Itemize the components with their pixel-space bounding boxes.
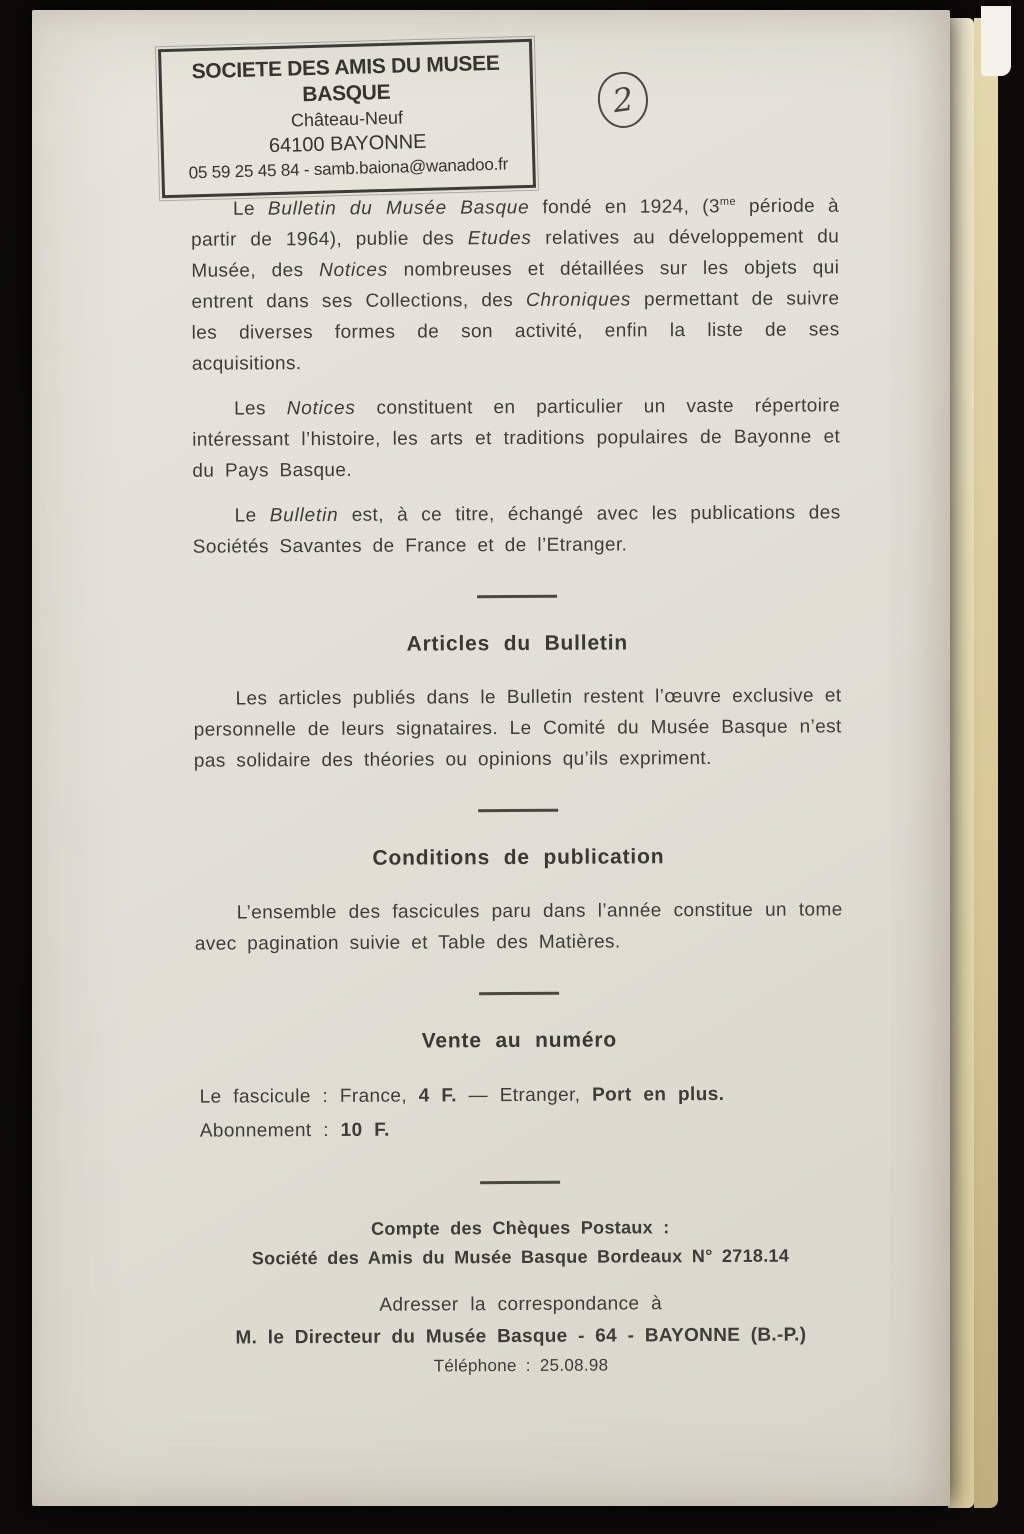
bold-run: Port en plus. — [592, 1084, 725, 1106]
correspondence-intro: Adresser la correspondance à — [379, 1293, 663, 1317]
text-run: relatives au développement du Musée, des — [191, 226, 840, 283]
italic-run: Chroniques — [525, 289, 632, 312]
text-run: constituent en particulier un vaste répertoire intéressant l’histoire, les arts et traditions populaires de Bayonne et du Pays Basque. — [192, 395, 841, 483]
section-divider — [480, 1181, 560, 1184]
page-edge-corner — [981, 6, 1011, 76]
italic-run: Notices — [318, 260, 389, 282]
text-run: Abonnement : — [199, 1120, 341, 1142]
text-run: Le fascicule : France, — [199, 1085, 419, 1108]
stamp-address-line: Château-Neuf — [290, 107, 404, 131]
section-divider — [479, 992, 559, 995]
text-run: permettant de suivre les diverses formes de son activité, enfin la liste de ses acquisitions. — [191, 288, 840, 376]
section-divider — [477, 595, 557, 598]
intro-paragraph-2 — [192, 391, 840, 487]
vente-section-title: Vente au numéro — [421, 1028, 618, 1053]
stamp-city-line: 64100 BAYONNE — [268, 130, 427, 158]
superscript-run: me — [719, 195, 737, 208]
handwritten-page-number: 2 — [594, 69, 651, 131]
correspondence-address: M. le Directeur du Musée Basque - 64 - BAYONNE (B.-P.) — [235, 1324, 807, 1349]
text-run: période à partir de 1964), publie des — [191, 195, 840, 252]
bold-run: 10 F. — [340, 1120, 390, 1142]
stamp-contact-line: 05 59 25 45 84 - samb.baiona@wanadoo.fr — [188, 154, 509, 183]
bold-run: 4 F. — [418, 1085, 457, 1107]
conditions-section-title: Conditions de publication — [372, 845, 665, 871]
intro-paragraph-1 — [191, 186, 840, 380]
italic-run: Etudes — [467, 228, 532, 250]
page-edge-stack-2 — [974, 18, 998, 1508]
text-run: — Etranger, — [456, 1084, 593, 1107]
text-run: est, à ce titre, échangé avec les publications des Sociétés Savantes de France et de l’Etranger. — [192, 502, 841, 559]
articles-paragraph: Les articles publiés dans le Bulletin restent l’œuvre exclusive et personnelle de leurs signataires. Le Comité du Musée Basque n’est pas solidaire des théories ou opinions qu’ils expriment. — [193, 685, 842, 773]
contact-block — [196, 1217, 845, 1378]
text-run: Le — [234, 505, 270, 527]
vente-price-line — [196, 1078, 844, 1115]
text-run: Le — [232, 198, 268, 220]
postal-account-value: Société des Amis du Musée Basque Bordeaux N° 2718.14 — [251, 1245, 790, 1269]
italic-run: Notices — [286, 398, 356, 420]
section-divider — [478, 809, 558, 812]
text-run: nombreuses et détaillées sur les objets qui entrent dans ses Collections, des — [191, 257, 840, 314]
postal-account-label: Compte des Chèques Postaux : — [371, 1217, 670, 1240]
stamp-org-name: SOCIETE DES AMIS DU MUSEE BASQUE — [191, 51, 500, 107]
italic-run: Bulletin du Musée Basque — [267, 197, 530, 220]
articles-section-title: Articles du Bulletin — [406, 631, 629, 656]
page-edge-stack-1 — [948, 18, 974, 1508]
association-stamp — [158, 39, 536, 198]
intro-paragraph-3 — [193, 498, 841, 563]
vente-subscription-line — [196, 1112, 844, 1149]
text-run: fondé en 1924, (3 — [529, 196, 720, 219]
scanned-page — [32, 10, 950, 1506]
italic-run: Bulletin — [269, 505, 339, 527]
phone-line: Téléphone : 25.08.98 — [433, 1355, 609, 1376]
conditions-paragraph: L’ensemble des fascicules paru dans l’année constitue un tome avec pagination suivie et Table des Matières. — [194, 899, 843, 956]
text-run: Les — [233, 398, 287, 420]
page-content — [191, 186, 845, 1378]
